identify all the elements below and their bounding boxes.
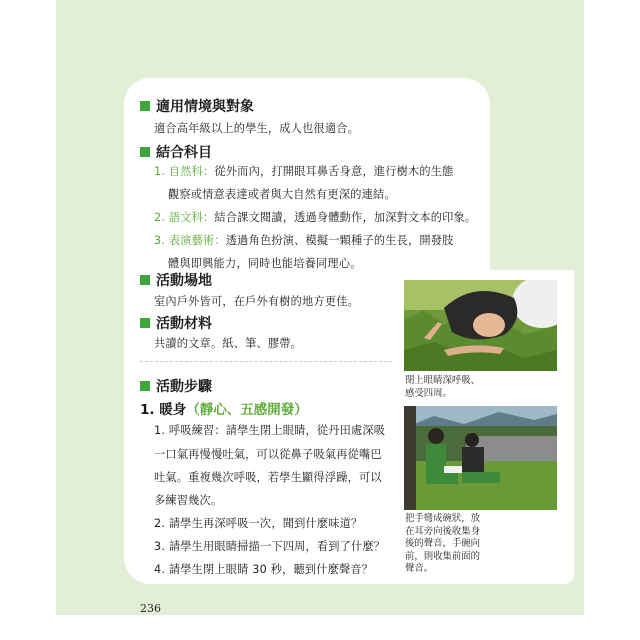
photo-students-listening-image xyxy=(404,406,557,510)
photo-caption xyxy=(405,375,480,400)
step-heading xyxy=(140,398,308,418)
section-body: 適合高年級以上的學生，成人也很適合。 xyxy=(154,122,359,135)
bullet-square-icon xyxy=(140,275,150,285)
bullet-square-icon xyxy=(140,381,150,391)
step-line: 4. 請學生閉上眼睛 30 秒，聽到什麼聲音？ xyxy=(154,563,374,576)
subject-item-3-cont: 體與即興能力，同時也能培養同理心。 xyxy=(168,257,362,270)
step-line: 吐氣。重複幾次呼吸，若學生顯得浮躁，可以 xyxy=(154,471,382,484)
section-title: 適用情境與對象 xyxy=(156,99,254,115)
step-line: 1. 呼吸練習：請學生閉上眼睛，從丹田處深吸 xyxy=(154,424,386,437)
bullet-square-icon xyxy=(140,147,150,157)
photo-girl-in-grass xyxy=(404,280,557,371)
section-heading-materials xyxy=(140,313,212,333)
section-heading-steps xyxy=(140,376,212,396)
item-number: 1. xyxy=(154,165,166,178)
step-subtitle: （靜心、五感開發） xyxy=(186,402,308,418)
step-title: 1. 暖身 xyxy=(140,402,187,418)
section-heading-venue xyxy=(140,270,212,290)
section-heading-context xyxy=(140,96,254,116)
step-line: 一口氣再慢慢吐氣，可以從鼻子吸氣再從嘴巴 xyxy=(154,448,382,461)
step-line: 多練習幾次。 xyxy=(154,494,223,507)
caption-line: 前，則收集前面的 xyxy=(405,550,481,562)
item-text: 透過角色扮演、模擬一顆種子的生長，開發肢 xyxy=(225,234,454,247)
step-line: 2. 請學生再深呼吸一次，聞到什麼味道？ xyxy=(154,517,363,530)
section-title: 結合科目 xyxy=(156,145,212,161)
section-body: 室內戶外皆可，在戶外有樹的地方更佳。 xyxy=(154,295,359,308)
item-number: 2. xyxy=(154,211,166,224)
section-title: 活動場地 xyxy=(156,273,212,289)
section-divider xyxy=(140,361,392,362)
bullet-square-icon xyxy=(140,101,150,111)
subject-item-3 xyxy=(154,232,454,248)
photo-girl-in-grass-image xyxy=(404,280,557,371)
section-title: 活動材料 xyxy=(156,316,212,332)
page-number: 236 xyxy=(140,602,161,615)
caption-line: 在耳旁向後收集身 xyxy=(405,525,481,537)
caption-line: 後的聲音，手碗向 xyxy=(405,538,481,549)
caption-line: 感受四周。 xyxy=(405,387,452,399)
subject-item-1 xyxy=(154,163,454,179)
caption-line: 把手彎成碗狀，放 xyxy=(405,513,481,524)
item-text: 從外而內，打開眼耳鼻舌身意，進行樹木的生態 xyxy=(214,165,454,178)
step-line: 3. 請學生用眼睛掃描一下四周，看到了什麼？ xyxy=(154,540,386,553)
caption-line: 聲音。 xyxy=(405,563,434,574)
item-label: 自然科： xyxy=(168,165,215,178)
section-heading-subjects xyxy=(140,142,212,162)
item-label: 語文科： xyxy=(168,211,215,224)
item-text: 結合課文閱讀，透過身體動作，加深對文本的印象。 xyxy=(214,211,477,224)
item-label: 表演藝術： xyxy=(168,234,226,247)
item-number: 3. xyxy=(154,234,166,247)
section-title: 活動步驟 xyxy=(156,379,212,395)
section-body: 共讀的文章。紙、筆、膠帶。 xyxy=(154,337,303,350)
photo-caption xyxy=(405,513,480,576)
bullet-square-icon xyxy=(140,318,150,328)
photo-students-listening xyxy=(404,406,557,510)
subject-item-1-cont: 觀察或情意表達或者與大自然有更深的連結。 xyxy=(168,188,396,201)
caption-line: 閉上眼睛深呼吸、 xyxy=(405,375,481,386)
subject-item-2 xyxy=(154,209,476,225)
